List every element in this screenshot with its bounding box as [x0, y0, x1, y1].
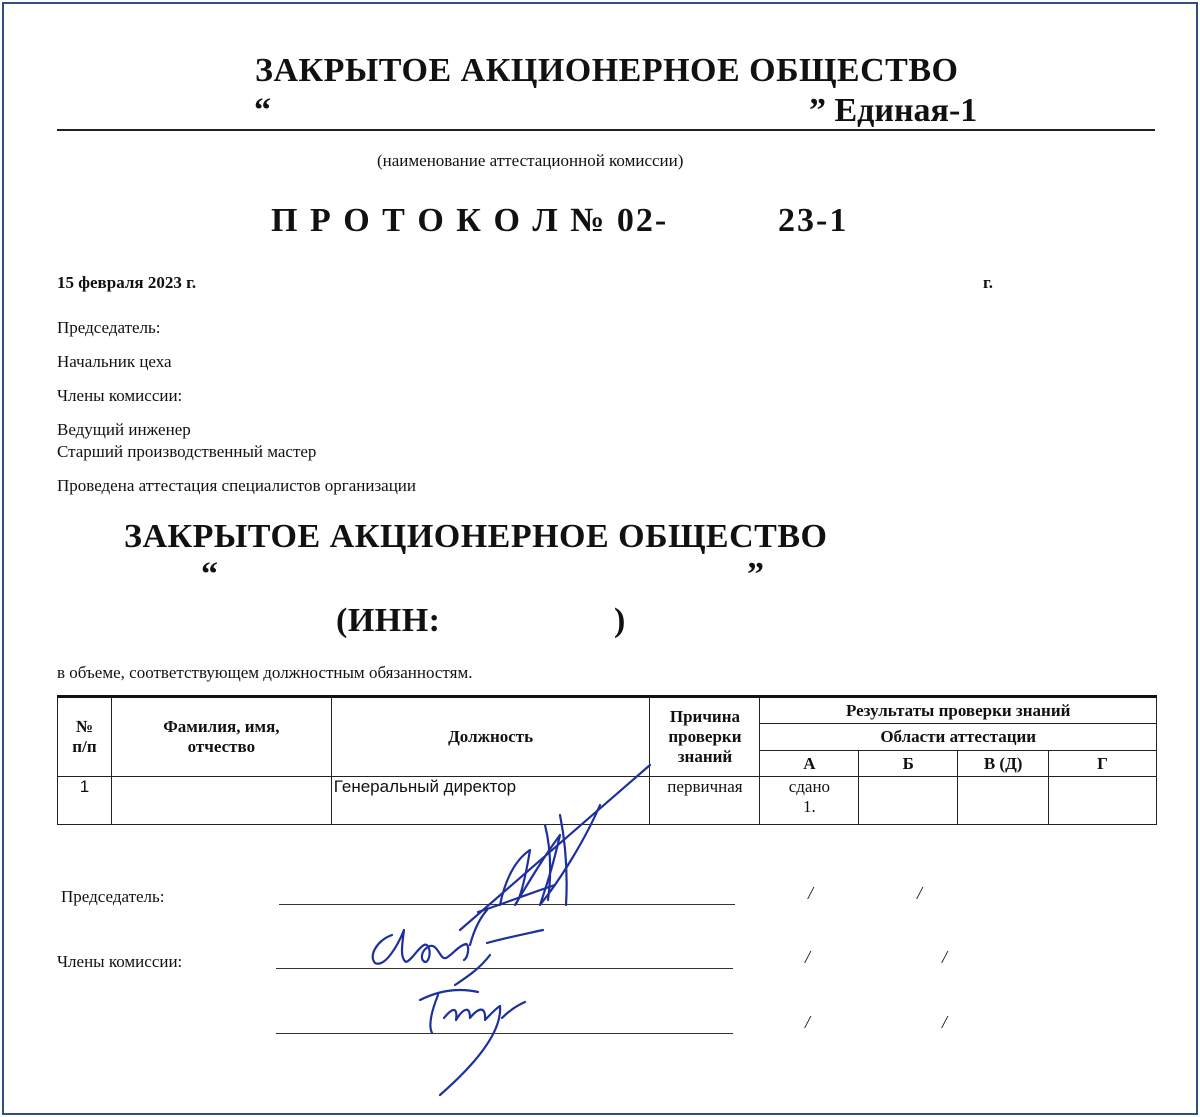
commission-caption: (наименование аттестационной комиссии)	[377, 151, 684, 170]
members-label: Члены комиссии:	[57, 386, 183, 405]
protocol-date: 15 февраля 2023 г.	[57, 273, 197, 292]
cell-reason: первичная	[650, 777, 760, 825]
signature-members-label: Члены комиссии:	[57, 952, 183, 971]
chairman-label: Председатель:	[57, 318, 161, 337]
cell-area-a: сдано 1.	[760, 777, 859, 825]
organization-open-quote: “	[201, 556, 218, 593]
protocol-number-suffix: 23-1	[778, 202, 849, 239]
signature-chairman-label: Председатель:	[61, 887, 165, 906]
slash-separator: /	[805, 947, 811, 967]
cell-position: Генеральный директор	[331, 777, 650, 825]
header-area-a: А	[760, 751, 859, 777]
chairman-position: Начальник цеха	[57, 352, 172, 371]
organization-inn-close: )	[614, 602, 626, 639]
header-company-type: ЗАКРЫТОЕ АКЦИОНЕРНОЕ ОБЩЕСТВО	[255, 52, 959, 89]
organization-close-quote: ”	[747, 556, 764, 593]
header-name: Фамилия, имя, отчество	[111, 697, 331, 777]
header-results: Результаты проверки знаний	[760, 697, 1157, 724]
protocol-city: г.	[983, 273, 994, 292]
protocol-title: П Р О Т О К О Л № 02-	[271, 202, 669, 239]
attestation-text: Проведена аттестация специалистов организации	[57, 476, 416, 495]
organization-company-type: ЗАКРЫТОЕ АКЦИОНЕРНОЕ ОБЩЕСТВО	[124, 518, 828, 555]
header-area-b: Б	[859, 751, 958, 777]
header-area-g: Г	[1049, 751, 1157, 777]
slash-separator: /	[942, 1012, 948, 1032]
slash-separator: /	[917, 883, 923, 903]
header-open-quote: “	[254, 92, 271, 129]
header-position: Должность	[331, 697, 650, 777]
header-areas: Области аттестации	[760, 724, 1157, 751]
cell-num: 1	[58, 777, 112, 825]
member-1-position: Ведущий инженер	[57, 420, 191, 439]
slash-separator: /	[805, 1012, 811, 1032]
header-reason: Причина проверки знаний	[650, 697, 760, 777]
slash-separator: /	[942, 947, 948, 967]
header-num: № п/п	[58, 697, 112, 777]
header-company-name: ” Единая-1	[809, 92, 978, 129]
header-area-v: В (Д)	[958, 751, 1049, 777]
member-2-position: Старший производственный мастер	[57, 442, 317, 461]
slash-separator: /	[808, 883, 814, 903]
organization-inn-label: (ИНН:	[336, 602, 441, 639]
scope-text: в объеме, соответствующем должностным обязанностям.	[57, 663, 473, 682]
